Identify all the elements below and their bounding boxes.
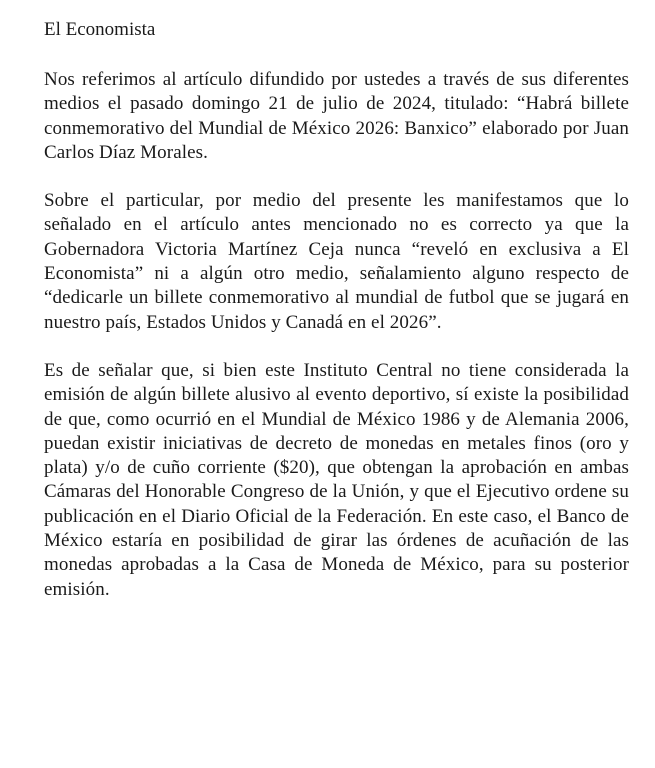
paragraph-3: Es de señalar que, si bien este Instituto Central no tiene considerada la emisión de algún billete alusivo al evento deportivo, sí existe la posibilidad de que, como ocurrió en el Mundial de México 1986 y de Alemania 2006, puedan existir iniciativas de decreto de monedas en metales finos (oro y plata) y/o de cuño corriente ($20), que obtengan la aprobación en ambas Cámaras del Honorable Congreso de la Unión, y que el Ejecutivo ordene su publicación en el Diario Oficial de la Federación. En este caso, el Banco de México estaría en posibilidad de girar las órdenes de acuñación de las monedas aprobadas a la Casa de Moneda de México, para su posterior emisión. — [44, 359, 629, 600]
paragraph-1: Nos referimos al artículo difundido por ustedes a través de sus diferentes medios el pasado domingo 21 de julio de 2024, titulado: “Habrá billete conmemorativo del Mundial de México 2026: Banxico” elaborado por Juan Carlos Díaz Morales. — [44, 69, 629, 163]
salutation: El Economista — [44, 19, 156, 40]
paragraph-2: Sobre el particular, por medio del presente les manifestamos que lo señalado en el artículo antes mencionado no es correcto ya que la Gobernadora Victoria Martínez Ceja nunca “reveló en exclusiva a El Economista” ni a algún otro medio, señalamiento alguno respecto de “dedicarle un billete conmemorativo al mundial de futbol que se jugará en nuestro país, Estados Unidos y Canadá en el 2026”. — [44, 190, 629, 333]
